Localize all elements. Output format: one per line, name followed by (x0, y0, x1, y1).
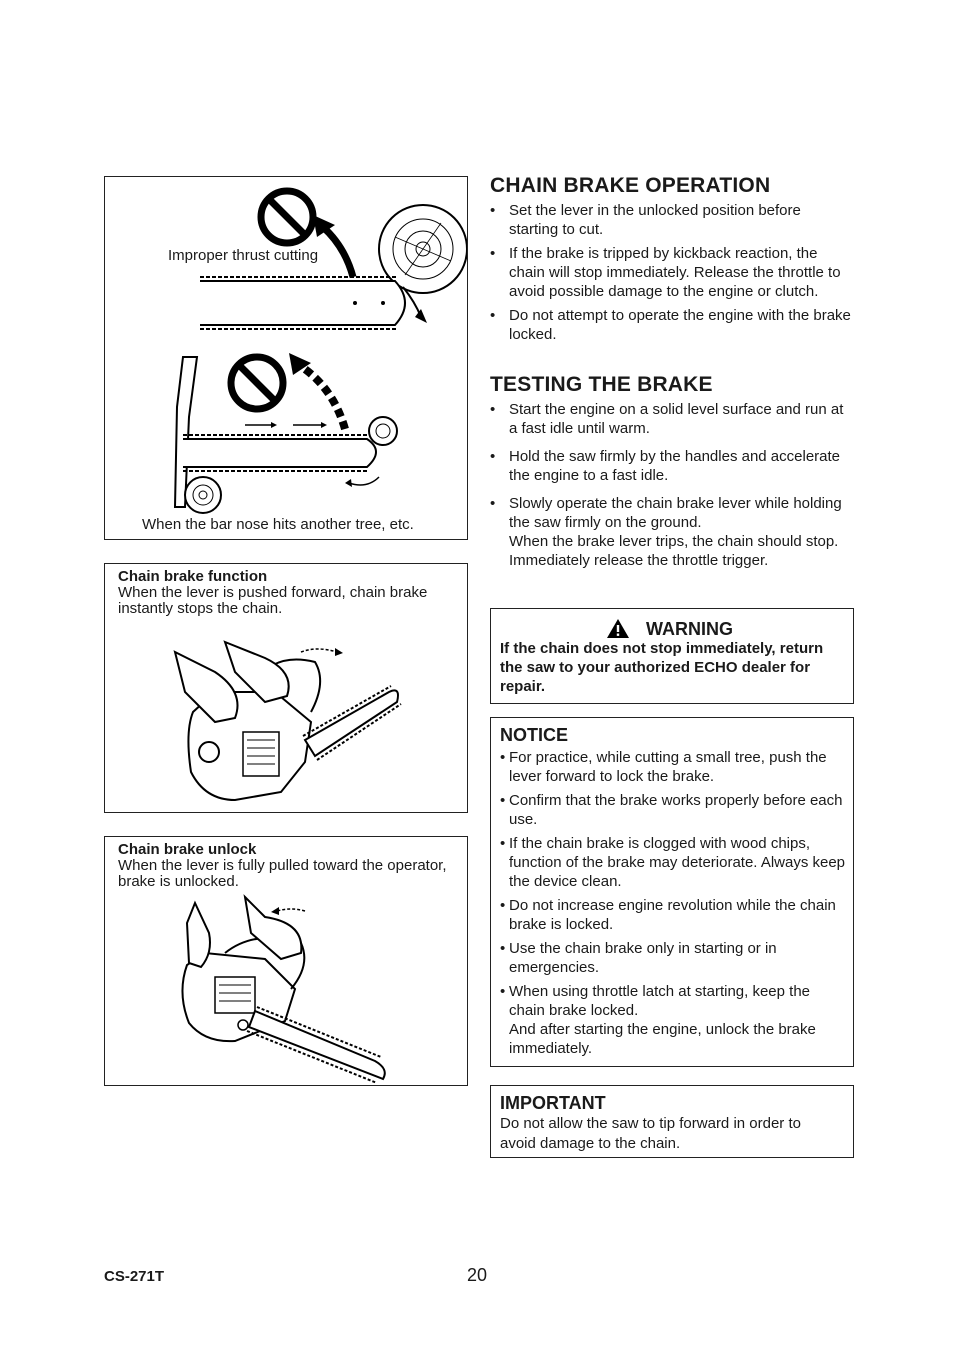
list-item-subtext: When the brake lever trips, the chain should stop. (509, 533, 839, 550)
figure2-caption (118, 569, 458, 617)
figure1-label-bottom: When the bar nose hits another tree, etc. (142, 516, 414, 533)
list-item: • For practice, while cutting a small tree, push the lever forward to lock the brake. (500, 748, 848, 786)
warning-triangle-icon (606, 618, 630, 639)
important-box (490, 1085, 854, 1158)
important-text: Do not allow the saw to tip forward in order to avoid damage to the chain. (500, 1115, 801, 1152)
list-item-text: Slowly operate the chain brake lever while holding the saw firmly on the ground. (509, 495, 842, 531)
list-item-subtext: And after starting the engine, unlock the brake immediately. (509, 1021, 816, 1057)
warning-text: If the chain does not stop immediately, return the saw to your authorized ECHO dealer for repair. (500, 640, 824, 695)
notice-box (490, 717, 854, 1067)
list-item (500, 982, 848, 1058)
page-number: 20 (467, 1265, 488, 1285)
list-item: • Confirm that the brake works properly before each use. (500, 791, 848, 829)
figure2-title: Chain brake function (118, 568, 268, 585)
brake-unlock-illustration (105, 893, 467, 1085)
prohibited-icon (231, 357, 283, 409)
list-item-text: When using throttle latch at starting, keep the chain brake locked. (509, 983, 811, 1019)
list-item: • Do not increase engine revolution while the chain brake is locked. (500, 896, 848, 934)
chain-brake-operation-heading: CHAIN BRAKE OPERATION (490, 174, 771, 197)
kickback-illustration (105, 177, 467, 539)
list-item: • If the brake is tripped by kickback reaction, the chain will stop immediately. Release the throttle to avoid possible damage to the engine or clutch. (490, 244, 854, 301)
figure3-title: Chain brake unlock (118, 841, 257, 858)
list-item: • If the chain brake is clogged with wood chips, function of the brake may deteriorate. Always keep the device clean. (500, 834, 848, 891)
warning-box (490, 608, 854, 704)
prohibited-icon (261, 191, 313, 243)
figure2-text: When the lever is pushed forward, chain brake instantly stops the chain. (118, 584, 428, 617)
notice-list (500, 748, 848, 1063)
list-item: • Start the engine on a solid level surface and run at a fast idle until warm. (490, 400, 854, 438)
kickback-figure (104, 176, 468, 540)
list-item: • Hold the saw firmly by the handles and accelerate the engine to a fast idle. (490, 447, 854, 485)
brake-function-illustration (105, 622, 467, 812)
figure1-label-top: Improper thrust cutting (168, 247, 319, 264)
figure3-text: When the lever is fully pulled toward the operator, brake is unlocked. (118, 857, 447, 890)
brake-unlock-figure (104, 836, 468, 1086)
footer-model: CS-271T (104, 1268, 165, 1285)
warning-title: WARNING (646, 619, 733, 639)
list-item-subtext: Immediately release the throttle trigger. (509, 552, 769, 569)
list-item: • Set the lever in the unlocked position before starting to cut. (490, 201, 854, 239)
brake-function-figure (104, 563, 468, 813)
log-icon (379, 205, 467, 293)
list-item (490, 494, 854, 570)
chain-brake-operation-list (490, 201, 854, 349)
list-item: • Use the chain brake only in starting or in emergencies. (500, 939, 848, 977)
figure3-caption (118, 842, 458, 890)
testing-the-brake-heading: TESTING THE BRAKE (490, 373, 713, 396)
notice-title: NOTICE (500, 725, 569, 745)
important-title: IMPORTANT (500, 1093, 606, 1113)
list-item: • Do not attempt to operate the engine with the brake locked. (490, 306, 854, 344)
testing-the-brake-list (490, 400, 854, 575)
